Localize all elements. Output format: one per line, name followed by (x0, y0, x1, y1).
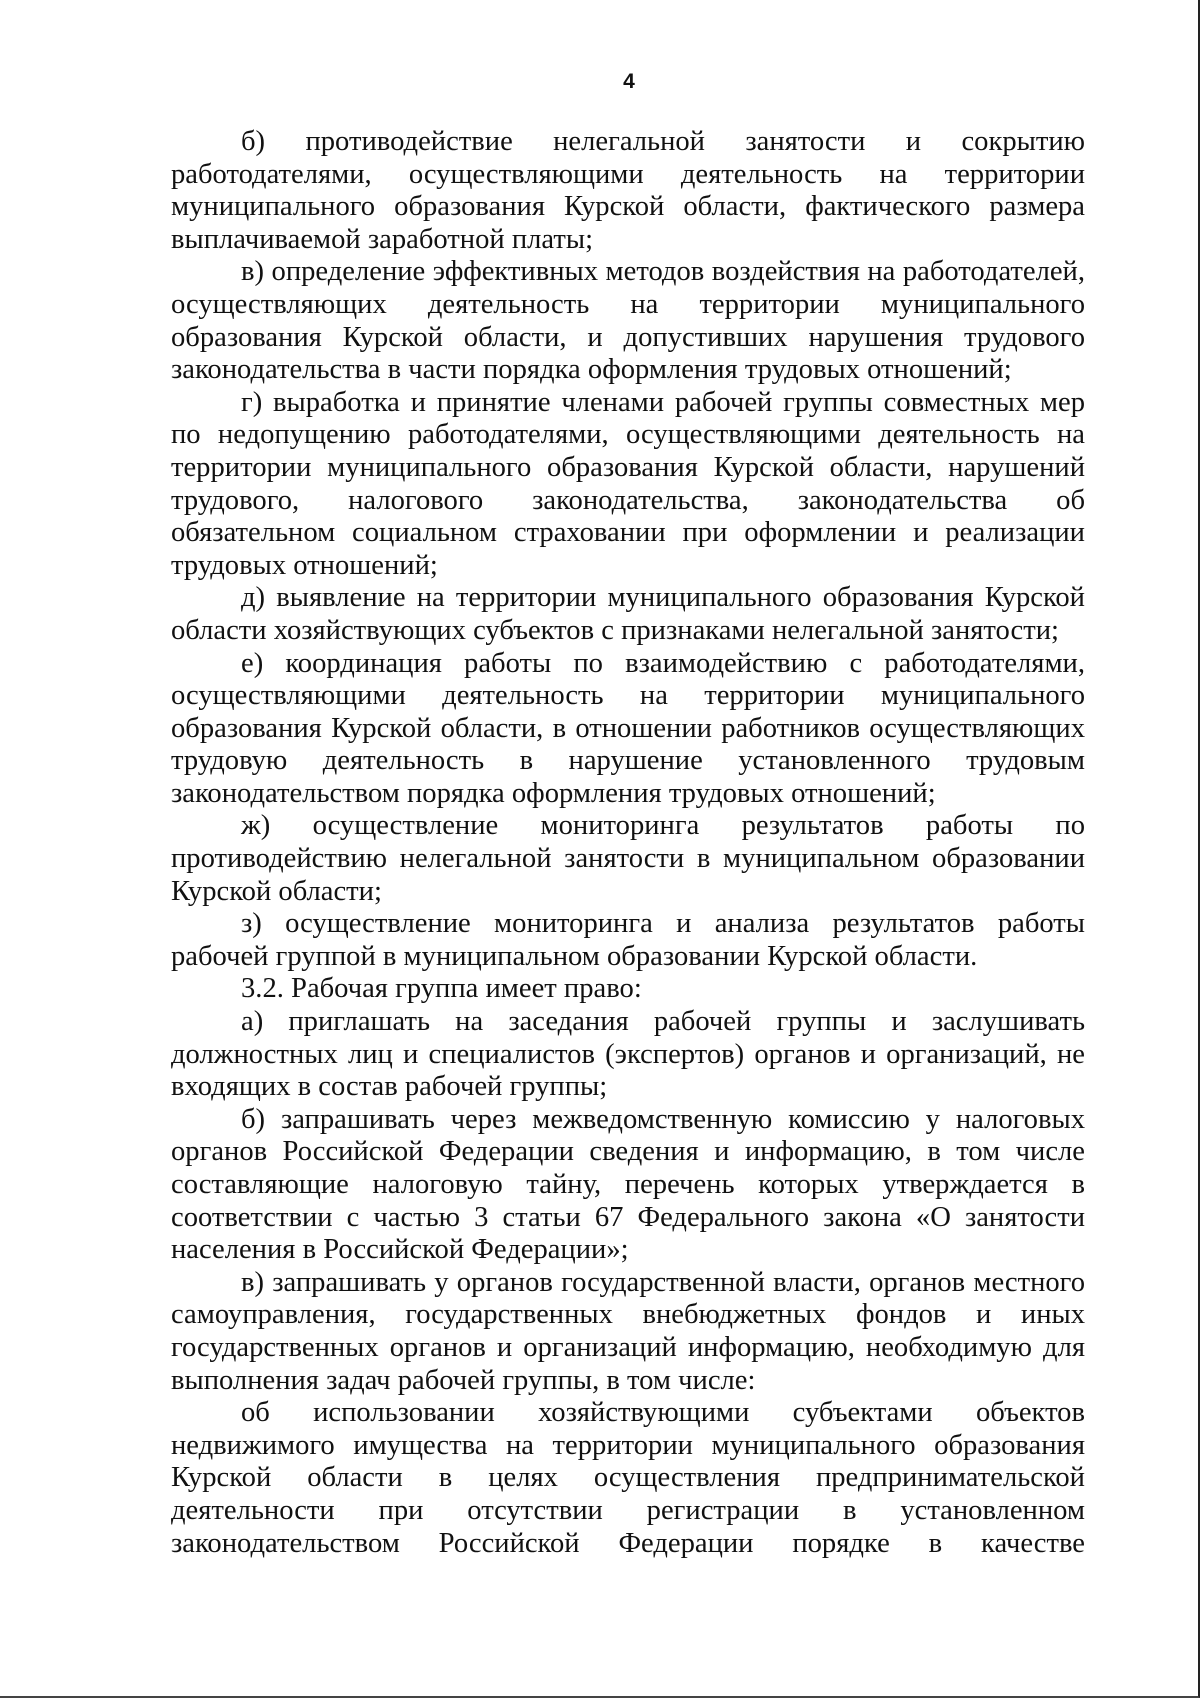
paragraph-b-counteraction: б) противодействие нелегальной занятости и сокрытию работодателями, осуществляющими деятельность на территории муниципального образования Курской области, фактического размера выплачиваемой заработной платы; (171, 126, 1085, 255)
paragraph-e-coordination: е) координация работы по взаимодействию с работодателями, осуществляющими деятельность на территории муниципального образования Курской области, в отношении работников осуществляющих трудовую деятельность в нарушение установленного трудовым законодательством порядка оформления трудовых отношений; (171, 647, 1085, 809)
paragraph-zh-monitoring: ж) осуществление мониторинга результатов работы по противодействию нелегальной занятости в муниципальном образовании Курской области; (171, 810, 1085, 907)
page-number: 4 (623, 70, 635, 93)
section-heading-3-2: 3.2. Рабочая группа имеет право: (241, 973, 642, 1005)
document-body (171, 126, 1085, 1560)
paragraph-d-identification: д) выявление на территории муниципального образования Курской области хозяйствующих субъектов с признаками нелегальной занятости; (171, 582, 1085, 646)
paragraph-b-request-tax: б) запрашивать через межведомственную комиссию у налоговых органов Российской Федерации сведения и информацию, в том числе составляющие налоговую тайну, перечень которых утверждается в соответствии с частью 3 статьи 67 Федерального закона «О занятости населения в Российской Федерации»; (171, 1103, 1085, 1266)
paragraph-property-usage: об использовании хозяйствующими субъектами объектов недвижимого имущества на территории муниципального образования Курской области в целях осуществления предпринимательской деятельности при отсутствии регистрации в установленном законодательством Российской Федерации порядке в качестве (171, 1397, 1085, 1559)
paragraph-v-methods: в) определение эффективных методов воздействия на работодателей, осуществляющих деятельность на территории муниципального образования Курской области, и допустивших нарушения трудового законодательства в части порядка оформления трудовых отношений; (171, 256, 1085, 386)
paragraph-g-joint-measures: г) выработка и принятие членами рабочей группы совместных мер по недопущению работодателями, осуществляющими деятельность на территории муниципального образования Курской области, нарушений трудового, налогового законодательства, законодательства об обязательном социальном страховании при оформлении и реализации трудовых отношений; (171, 386, 1085, 581)
paragraph-z-analysis: з) осуществление мониторинга и анализа результатов работы рабочей группой в муниципальном образовании Курской области. (171, 908, 1085, 972)
paragraph-a-invite: а) приглашать на заседания рабочей группы и заслушивать должностных лиц и специалистов (экспертов) органов и организаций, не входящих в состав рабочей группы; (171, 1006, 1085, 1103)
paragraph-v-request-authorities: в) запрашивать у органов государственной власти, органов местного самоуправления, государственных внебюджетных фондов и иных государственных органов и организаций информацию, необходимую для выполнения задач рабочей группы, в том числе: (171, 1266, 1085, 1396)
